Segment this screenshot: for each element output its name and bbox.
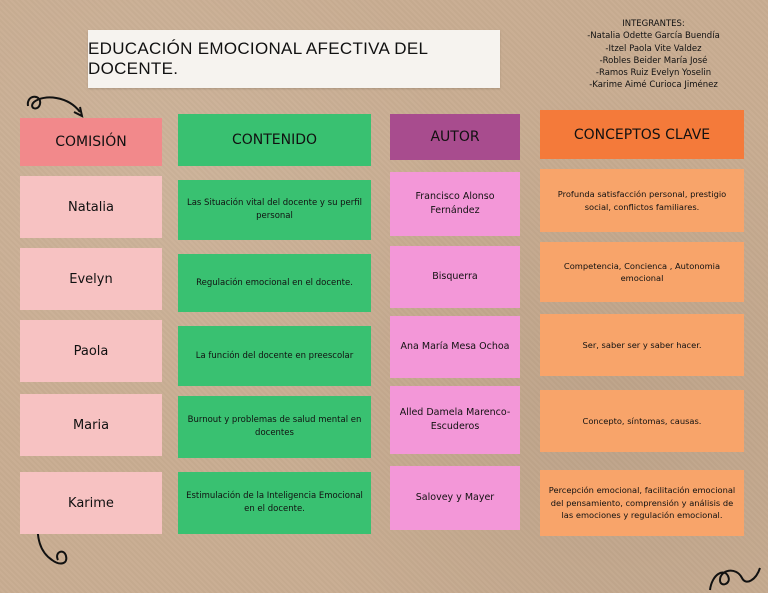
comision-cell [20,248,162,310]
member-item: -Ramos Ruiz Evelyn Yoselin [595,68,712,79]
contenido-cell [178,396,371,458]
contenido-cell [178,472,371,534]
contenido-cell [178,180,371,240]
autor-cell [390,466,520,530]
contenido-cell [178,326,371,386]
conceptos-text: Percepción emocional, facilitación emocional del pensamiento, comprensión y análisis de las emociones y regulación emocional. [548,485,736,521]
header-comision-label: COMISIÓN [55,134,127,150]
header-autor [390,114,520,160]
conceptos-text: Ser, saber ser y saber hacer. [582,339,702,350]
members-label: INTEGRANTES: [622,19,685,29]
contenido-text: Las Situación vital del docente y su perfil personal [186,198,362,221]
conceptos-cell [540,314,744,376]
swirl-icon [706,560,766,593]
header-conceptos-label: CONCEPTOS CLAVE [573,126,711,143]
autor-text: Ana María Mesa Ochoa [400,341,510,352]
conceptos-text: Profunda satisfacción personal, prestigio social, conflictos familiares. [557,189,727,212]
autor-text: Francisco Alonso Fernández [415,191,495,216]
comision-cell [20,472,162,534]
autor-cell [390,316,520,378]
conceptos-text: Competencia, Concienca , Autonomia emocional [563,260,721,283]
page-title: EDUCACIÓN EMOCIONAL AFECTIVA DEL DOCENTE. [88,39,428,78]
comision-cell [20,394,162,456]
comision-cell [20,320,162,382]
title-banner [88,30,500,88]
autor-cell [390,386,520,454]
conceptos-cell [540,169,744,232]
conceptos-cell [540,390,744,452]
member-item: -Karime Aimé Curioca Jiménez [589,80,718,91]
autor-cell [390,246,520,308]
conceptos-text: Concepto, síntomas, causas. [582,415,702,426]
autor-text: Salovey y Mayer [415,492,495,503]
member-item: -Robles Beider María José [599,55,708,66]
comision-name: Karime [68,495,114,511]
contenido-text: Regulación emocional en el docente. [196,277,353,288]
header-autor-label: AUTOR [430,129,480,145]
comision-cell [20,176,162,238]
comision-name: Natalia [68,199,114,215]
autor-cell [390,172,520,236]
contenido-text: Burnout y problemas de salud mental en docentes [187,415,362,438]
autor-text: Alled Damela Marenco-Escuderos [399,407,511,432]
member-item: -Itzel Paola Vite Valdez [605,43,702,54]
members-list [566,18,741,92]
autor-text: Bisquerra [432,271,478,282]
member-item: -Natalia Odette García Buendía [587,31,720,42]
header-contenido [178,114,371,166]
comision-name: Paola [73,343,109,359]
conceptos-cell [540,242,744,302]
header-conceptos [540,110,744,159]
conceptos-cell [540,470,744,536]
contenido-text: La función del docente en preescolar [195,350,354,361]
contenido-text: Estimulación de la Inteligencia Emocional en el docente. [186,491,363,514]
comision-name: Evelyn [69,271,113,287]
comision-name: Maria [72,417,110,433]
header-comision [20,118,162,166]
header-contenido-label: CONTENIDO [231,132,318,148]
contenido-cell [178,254,371,312]
